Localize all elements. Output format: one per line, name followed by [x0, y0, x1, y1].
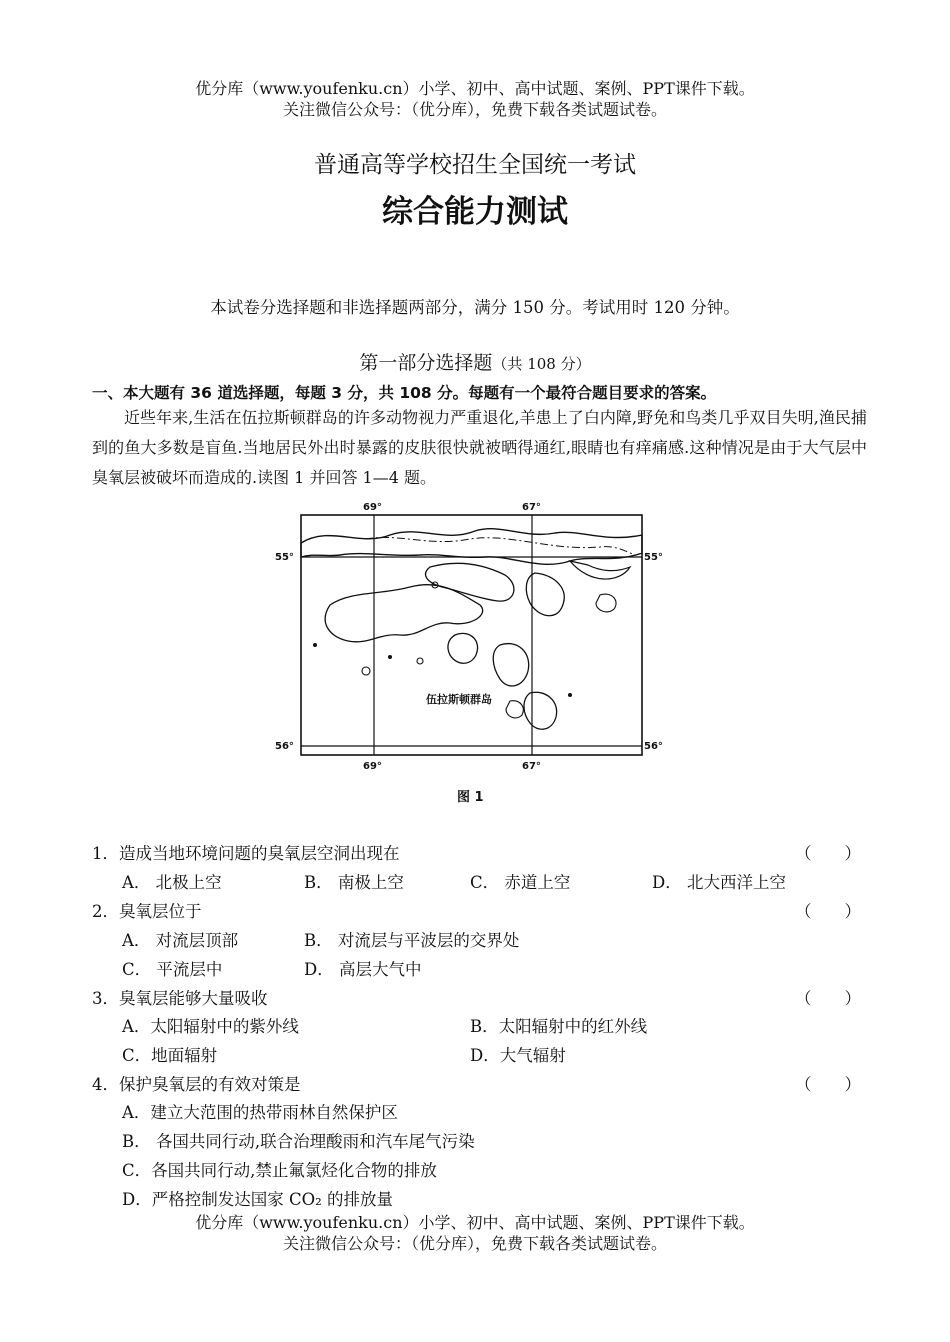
q2-stem: 2．臭氧层位于	[92, 902, 202, 921]
lat-label-left-55: 55°	[275, 552, 294, 563]
lat-label-left-56: 56°	[275, 741, 294, 752]
exam-subtitle: 综合能力测试	[382, 194, 568, 230]
exam-intro: 本试卷分选择题和非选择题两部分，满分 150 分。考试用时 120 分钟。	[210, 298, 740, 317]
q4-option-b[interactable]: B． 各国共同行动,联合治理酸雨和汽车尾气污染	[122, 1132, 475, 1151]
mainland-coast	[301, 529, 642, 565]
island-south-2	[524, 692, 557, 729]
q2-option-a[interactable]: A． 对流层顶部	[122, 931, 239, 950]
islet-1	[362, 667, 370, 675]
islet-5	[568, 693, 572, 697]
map-figure	[270, 495, 670, 815]
island-small-2	[596, 594, 616, 612]
part-note: （共 108 分）	[492, 355, 591, 373]
q3-option-b[interactable]: B．太阳辐射中的红外线	[470, 1017, 648, 1036]
q4-stem: 4．保护臭氧层的有效对策是	[92, 1075, 301, 1094]
q3-option-d[interactable]: D．大气辐射	[470, 1046, 566, 1065]
island-south-1	[493, 644, 528, 686]
q1-answer-blank[interactable]: （ ）	[795, 844, 861, 863]
peninsula-east	[570, 561, 630, 579]
lat-label-right-55: 55°	[644, 552, 663, 563]
lon-label-top-right: 67°	[522, 502, 541, 513]
q1-option-c[interactable]: C． 赤道上空	[470, 873, 571, 892]
q2-option-d[interactable]: D． 高层大气中	[304, 960, 422, 979]
islet-4	[313, 643, 317, 647]
q3-answer-blank[interactable]: （ ）	[795, 989, 861, 1008]
q3-option-a[interactable]: A．太阳辐射中的紫外线	[122, 1017, 299, 1036]
q4-option-d[interactable]: D．严格控制发达国家 CO₂ 的排放量	[122, 1190, 393, 1209]
island-north	[426, 563, 514, 601]
q2-option-b[interactable]: B． 对流层与平波层的交界处	[304, 931, 520, 950]
footer-line-1: 优分库（www.youfenku.cn）小学、初中、高中试题、案例、PPT课件下载。	[195, 1213, 755, 1232]
lon-label-top-left: 69°	[363, 502, 382, 513]
header-line-2: 关注微信公众号：（优分库），免费下载各类试题试卷。	[282, 100, 667, 119]
q1-stem: 1．造成当地环境问题的臭氧层空洞出现在	[92, 844, 400, 863]
q1-option-b[interactable]: B． 南极上空	[304, 873, 404, 892]
q4-answer-blank[interactable]: （ ）	[795, 1075, 861, 1094]
q2-answer-blank[interactable]: （ ）	[795, 902, 861, 921]
header-line-1: 优分库（www.youfenku.cn）小学、初中、高中试题、案例、PPT课件下载。	[195, 79, 755, 98]
q4-option-c[interactable]: C．各国共同行动,禁止氟氯烃化合物的排放	[122, 1161, 437, 1180]
lon-label-bottom-left: 69°	[363, 761, 382, 772]
q1-option-d[interactable]: D． 北大西洋上空	[652, 873, 786, 892]
island-label: 伍拉斯顿群岛	[426, 693, 492, 706]
q3-option-c[interactable]: C．地面辐射	[122, 1046, 218, 1065]
section-instruction: 一、本大题有 36 道选择题，每题 3 分，共 108 分。每题有一个最符合题目要求的答案。	[92, 384, 717, 402]
part-heading	[0, 348, 950, 375]
part-title: 第一部分选择题	[359, 352, 493, 374]
lat-label-right-56: 56°	[644, 741, 663, 752]
exam-title: 普通高等学校招生全国统一考试	[314, 152, 636, 178]
islet-6	[388, 655, 392, 659]
q3-stem: 3．臭氧层能够大量吸收	[92, 989, 268, 1008]
boundary-line	[365, 537, 635, 555]
q1-option-a[interactable]: A． 北极上空	[122, 873, 222, 892]
figure-caption: 图 1	[457, 790, 484, 805]
footer-line-2: 关注微信公众号：（优分库），免费下载各类试题试卷。	[282, 1234, 667, 1253]
map-frame	[301, 515, 642, 755]
islet-2	[417, 658, 423, 664]
passage: 近些年来,生活在伍拉斯顿群岛的许多动物视力严重退化,羊患上了白内障,野免和鸟类几乎双目失明,渔民捕到的鱼大多数是盲鱼.当地居民外出时暴露的皮肤很快就被晒得通红,眼睛也有痒痛感.这种情况是由于大气层中臭氧层被破坏而造成的.读图 1 并回答 1—4 题。	[92, 408, 867, 487]
lon-label-bottom-right: 67°	[522, 761, 541, 772]
island-mid	[448, 633, 478, 663]
island-small-1	[506, 701, 523, 718]
q4-option-a[interactable]: A．建立大范围的热带雨林自然保护区	[122, 1103, 398, 1122]
q2-option-c[interactable]: C． 平流层中	[122, 960, 223, 979]
